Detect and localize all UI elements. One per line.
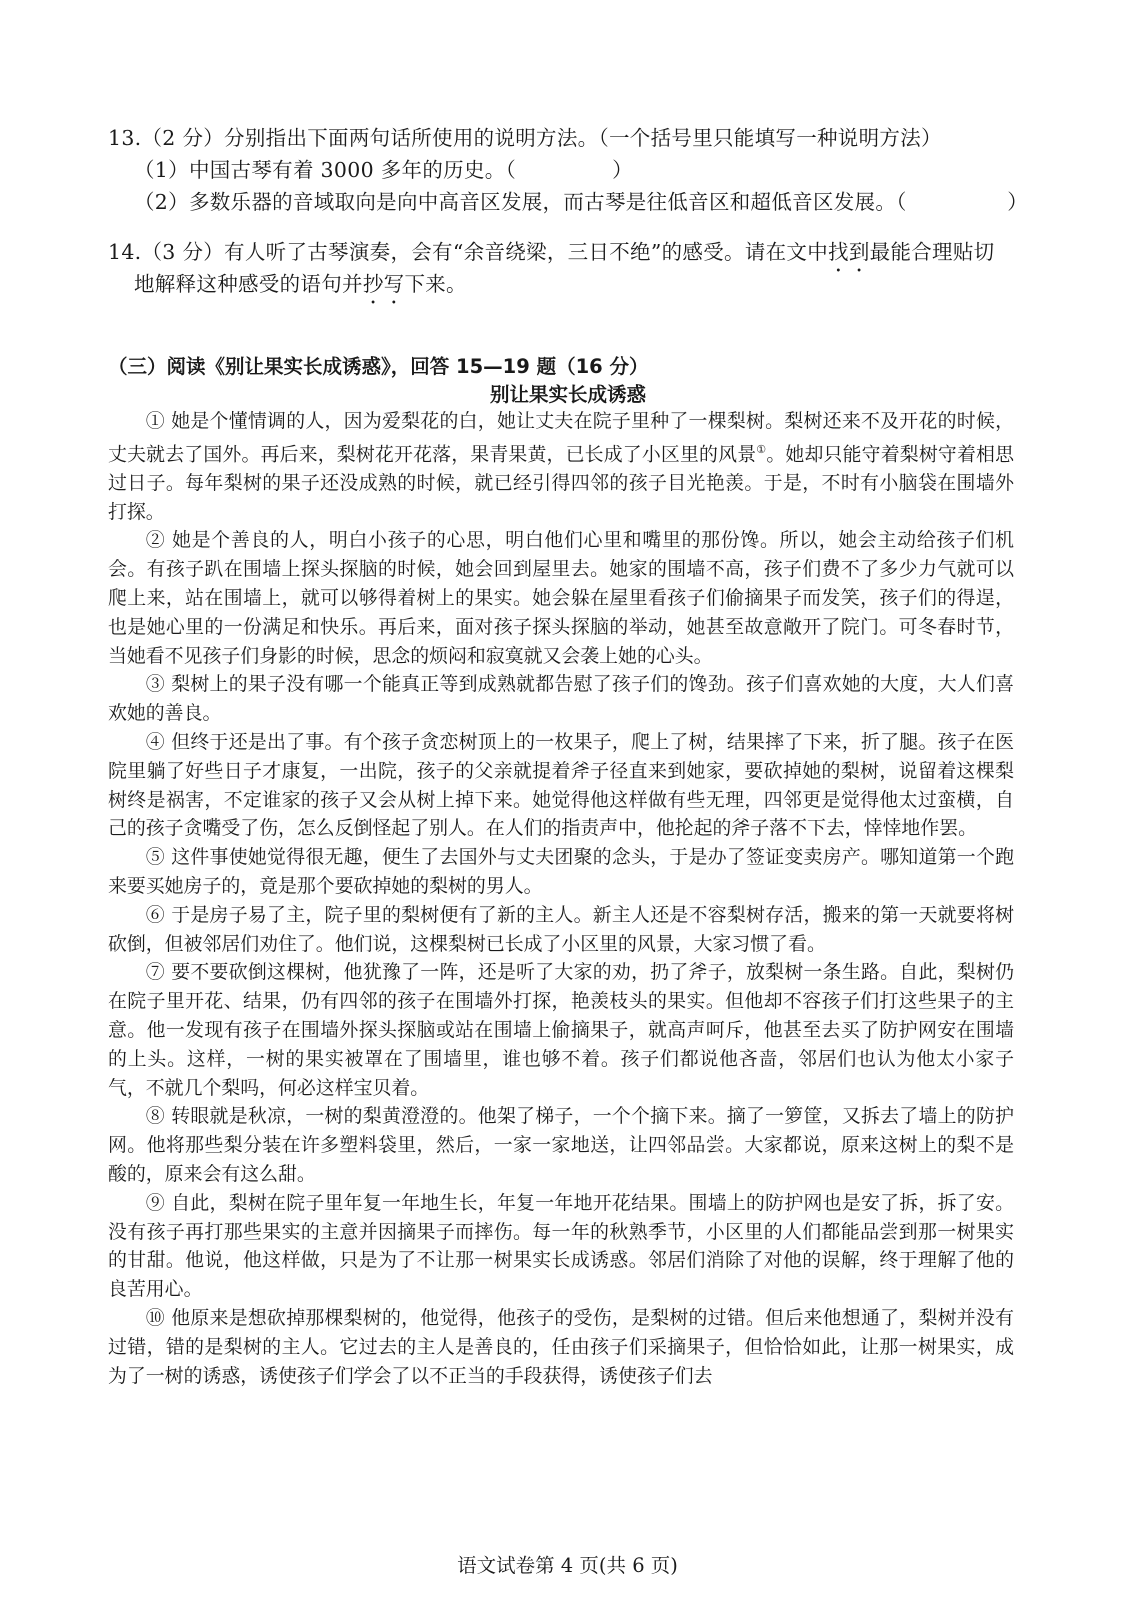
q13-item-2: （2）多数乐器的音域取向是向中高音区发展，而古琴是往低音区和超低音区发展。（ ）	[134, 190, 1028, 214]
paragraph-4: ④ 但终于还是出了事。有个孩子贪恋树顶上的一枚果子，爬上了树，结果摔了下来，折了腿。孩子在医院里躺了好些日子才康复，一出院，孩子的父亲就提着斧子径直来到她家，要砍掉她的梨树，说留着这棵梨树终是祸害，不定谁家的孩子又会从树上掉下来。她觉得他这样做有些无理，四邻更是觉得他太过蛮横，自己的孩子贪嘴受了伤，怎么反倒怪起了别人。在人们的指责声中，他抡起的斧子落不下去，悻悻地作罢。	[108, 731, 1014, 840]
emphasis-mark: 找	[828, 240, 849, 264]
section-heading: （三）阅读《别让果实长成诱惑》，回答 15—19 题（16 分）	[108, 355, 649, 378]
paragraph-7: ⑦ 要不要砍倒这棵树，他犹豫了一阵，还是听了大家的劝，扔了斧子，放梨树一条生路。自此，梨树仍在院子里开花、结果，仍有四邻的孩子在围墙外打探，艳羡枝头的果实。但他却不容孩子们打这些果子的主意。他一发现有孩子在围墙外探头探脑或站在围墙上偷摘果子，就高声呵斥，他甚至去买了防护网安在围墙的上头。这样，一树的果实被罩在了围墙里，谁也够不着。孩子们都说他吝啬，邻居们也认为他太小家子气，不就几个梨吗，何必这样宝贝着。	[108, 961, 1014, 1099]
emphasis-mark: 写	[383, 272, 405, 296]
footnote-marker: ①	[756, 442, 767, 456]
page-footer: 语文试卷第 4 页(共 6 页)	[457, 1554, 678, 1577]
paragraph-1: ① 她是个懂情调的人，因为爱梨花的白，她让丈夫在院子里种了一棵梨树。梨树还来不及开花的时候，丈夫就去了国外。再后来，梨树花开花落，果青果黄，已长成了小区里的风景①。她却只能守着梨树守着相思过日子。每年梨树的果子还没成熟的时候，就已经引得四邻的孩子目光艳羡。于是，不时有小脑袋在围墙外打探。	[108, 410, 1015, 523]
paragraph-8: ⑧ 转眼就是秋凉，一树的梨黄澄澄的。他架了梯子，一个个摘下来。摘了一箩筐，又拆去了墙上的防护网。他将那些梨分装在许多塑料袋里，然后，一家一家地送，让四邻品尝。大家都说，原来这树上的梨不是酸的，原来会有这么甜。	[108, 1105, 1014, 1186]
question-13	[108, 122, 1028, 218]
emphasis-mark: 到	[848, 240, 870, 264]
paragraph-9: ⑨ 自此，梨树在院子里年复一年地生长，年复一年地开花结果。围墙上的防护网也是安了拆，拆了安。没有孩子再打那些果实的主意并因摘果子而摔伤。每一年的秋熟季节，小区里的人们都能品尝到那一树果实的甘甜。他说，他这样做，只是为了不让那一树果实长成诱惑。邻居们消除了对他的误解，终于理解了他的良苦用心。	[108, 1191, 1014, 1301]
q14-line-1: 14.（3 分）有人听了古琴演奏，会有“余音绕梁，三日不绝”的感受。请在文中找到最能合理贴切	[108, 240, 995, 264]
paragraph-6: ⑥ 于是房子易了主，院子里的梨树便有了新的主人。新主人还是不容梨树存活，搬来的第一天就要将树砍倒，但被邻居们劝住了。他们说，这棵梨树已长成了小区里的风景，大家习惯了看。	[108, 903, 1014, 955]
article-title: 别让果实长成诱惑	[489, 383, 646, 406]
paragraph-3: ③ 梨树上的果子没有哪一个能真正等到成熟就都告慰了孩子们的馋劲。孩子们喜欢她的大度，大人们喜欢她的善良。	[108, 673, 1014, 725]
q13-item-1: （1）中国古琴有着 3000 多年的历史。（ ）	[134, 158, 633, 182]
emphasis-mark: 抄	[362, 272, 384, 296]
q14-line-2: 地解释这种感受的语句并抄写下来。	[134, 272, 467, 296]
article-body	[108, 407, 1014, 1390]
paragraph-5: ⑤ 这件事使她觉得很无趣，便生了去国外与丈夫团聚的念头，于是办了签证变卖房产。哪知道第一个跑来要买她房子的，竟是那个要砍掉她的梨树的男人。	[108, 846, 1014, 898]
q13-stem: 13.（2 分）分别指出下面两句话所使用的说明方法。（一个括号里只能填写一种说明方法）	[108, 126, 942, 150]
paragraph-10: ⑩ 他原来是想砍掉那棵梨树的，他觉得，他孩子的受伤，是梨树的过错。但后来他想通了，梨树并没有过错，错的是梨树的主人。它过去的主人是善良的，任由孩子们采摘果子，但恰恰如此，让那一树果实，成为了一树的诱惑，诱使孩子们学会了以不正当的手段获得，诱使孩子们去	[108, 1307, 1014, 1387]
paragraph-2: ② 她是个善良的人，明白小孩子的心思，明白他们心里和嘴里的那份馋。所以，她会主动给孩子们机会。有孩子趴在围墙上探头探脑的时候，她会回到屋里去。她家的围墙不高，孩子们费不了多少力气就可以爬上来，站在围墙上，就可以够得着树上的果实。她会躲在屋里看孩子们偷摘果子而发笑，孩子们的得逞，也是她心里的一份满足和快乐。再后来，面对孩子探头探脑的举动，她甚至故意敞开了院门。可冬春时节，当她看不见孩子们身影的时候，思念的烦闷和寂寞就又会袭上她的心头。	[108, 529, 1014, 667]
question-14	[108, 236, 1028, 300]
